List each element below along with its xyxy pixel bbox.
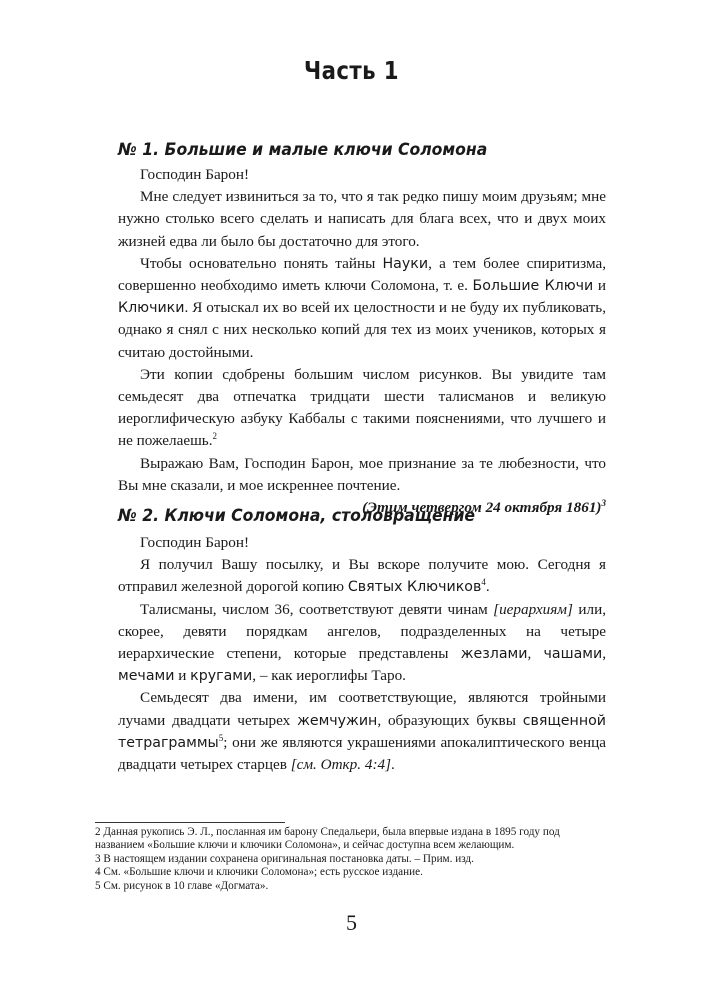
paragraph: Чтобы основательно понять тайны Науки, а тем более спиритизма, совершенно необходимо иметь ключи Соломона, т. е. Большие Ключи и Ключики. Я отыскал их во всей их целостности и не буду их публиковать, однако я снял с них несколько копий для тех из моих учеников, которых я считаю достойными. [118,254,606,361]
footnote: 5 См. рисунок в 10 главе «Догмата». [95,879,269,892]
paragraph: Я получил Вашу посылку, и Вы вскоре получите мою. Сегодня я отправил железной дорогой копию Святых Ключиков$^4$. [118,556,606,596]
footnote-ref: 5 [218,732,224,743]
footnotes [95,826,607,893]
paragraph: Талисманы, числом 36, соответствуют девяти чинам [иерархиям] или, скорее, девяти порядкам ангелов, подразделенных на четыре иерархические степени, которые представлены жезлами, чашами, мечами и кругами, – как иероглифы Таро. [118,600,606,685]
paragraph: Эти копии сдобрены большим числом рисунков. Вы увидите там семьдесят два отпечатка тридцати шести талисманов и великую иероглифическую азбуку Каббалы с такими пояснениями, что лучшего и не пожелаешь.$^2$ [118,365,606,450]
footnote: 4 См. «Большие ключи и ключики Соломона»; есть русское издание. [95,866,423,879]
letter-date: (Этим четвергом 24 октября 1861)$^3$ [362,498,606,517]
footnote-ref: 2 [212,431,218,442]
greeting: Господин Барон! [140,166,250,183]
section-1-heading: № 1. Большие и малые ключи Соломона [118,140,488,160]
paragraph: Выражаю Вам, Господин Барон, мое признание за те любезности, что Вы мне сказали, и мое искреннее почтение. [118,454,606,494]
footnote: 3 В настоящем издании сохранена оригинальная постановка даты. – Прим. изд. [95,852,474,865]
section-2-body [118,532,606,776]
page-number: 5 [346,910,357,935]
paragraph: Семьдесят два имени, им соответствующие, являются тройными лучами двадцати четырех жемчужин, образующих буквы священной тетраграммы$^5$; они же являются украшениями апокалиптического венца двадцати четырех старцев [см. Откр. 4:4]. [118,689,606,774]
part-title: Часть 1 [303,56,400,85]
footnote-ref: 3 [601,498,606,509]
paragraph: Мне следует извиниться за то, что я так редко пишу моим друзьям; мне нужно столько всего сделать и написать для блага всех, что и двух моих жизней едва ли было бы достаточно для этого. [118,188,606,250]
footnote: 2 Данная рукопись Э. Л., посланная им барону Спедальери, была впервые издана в 1895 году под названием «Большие ключи и ключики Соломона», и сейчас доступна всем желающим. [95,826,560,852]
section-2-heading: № 2. Ключи Соломона, столовращение [118,506,476,526]
footnote-divider [95,822,285,823]
section-1-body [118,164,606,519]
greeting: Господин Барон! [140,534,250,551]
footnote-ref: 4 [481,577,486,588]
